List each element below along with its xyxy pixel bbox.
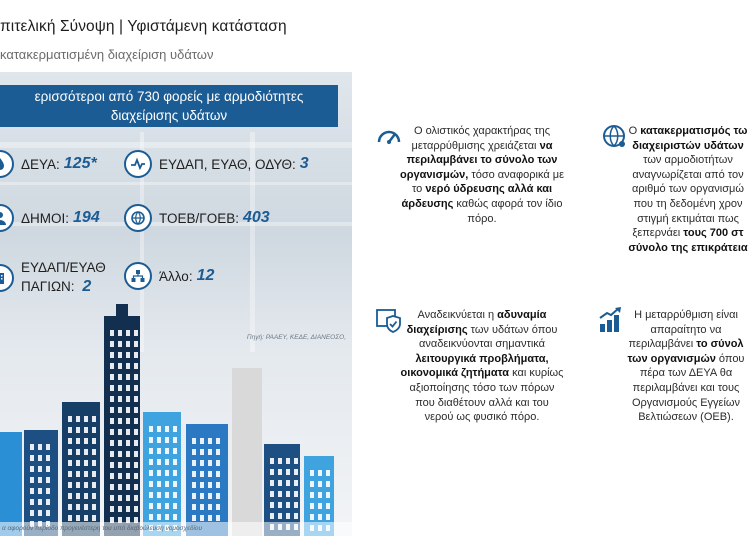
building-window	[126, 418, 130, 424]
globe-network-icon	[600, 122, 628, 150]
speedometer-icon	[375, 122, 403, 150]
inability-bold-1: αδυναμία διαχείρισης	[406, 309, 547, 336]
building-window	[192, 449, 196, 455]
building-window	[157, 459, 161, 465]
building-window	[165, 470, 169, 476]
building-window	[126, 407, 130, 413]
building-window	[208, 449, 212, 455]
stat-pagion	[0, 258, 106, 296]
building-window	[46, 510, 50, 516]
building-window	[270, 502, 274, 508]
building-window	[126, 484, 130, 490]
building-window	[326, 492, 330, 498]
building-window	[216, 482, 220, 488]
building-window	[192, 460, 196, 466]
building-window	[92, 482, 96, 488]
building-window	[149, 470, 153, 476]
building-window	[310, 503, 314, 509]
building-window	[318, 481, 322, 487]
building-window	[68, 515, 72, 521]
building-window	[286, 491, 290, 497]
building-window	[208, 493, 212, 499]
building-window	[92, 460, 96, 466]
building-window	[165, 437, 169, 443]
fragmentation-text-2: των αρμοδιοτήτων αναγνωρίζεται από τον αριθμό των οργανισμώ που τη δεδομένη χρον στιγμή εκτιμάται πως ξεπερνάει	[632, 154, 744, 240]
building-window	[208, 438, 212, 444]
building-window	[286, 469, 290, 475]
building-window	[92, 416, 96, 422]
building-window	[134, 385, 138, 391]
building-window	[318, 492, 322, 498]
building-window	[192, 515, 196, 521]
building-window	[46, 444, 50, 450]
page-subtitle: κατακερματισμένη διαχείριση υδάτων	[0, 47, 214, 62]
inability-bold-2: λειτουργικά προβλήματα, οικονομικά ζητήματα	[400, 352, 549, 380]
building-window	[200, 449, 204, 455]
building-window	[134, 418, 138, 424]
building-window	[310, 492, 314, 498]
building-window	[76, 515, 80, 521]
building-window	[30, 477, 34, 483]
building-window	[173, 470, 177, 476]
building-window	[165, 503, 169, 509]
building-window	[38, 477, 42, 483]
building-window	[157, 426, 161, 432]
building-window	[110, 495, 114, 501]
building-window	[38, 499, 42, 505]
building-window	[110, 374, 114, 380]
building-window	[126, 429, 130, 435]
building-icon	[0, 264, 14, 292]
building-window	[173, 503, 177, 509]
banner-line-2: διαχείρισης υδάτων	[110, 108, 228, 123]
building-window	[134, 429, 138, 435]
water-drop-icon	[0, 150, 14, 178]
building-window	[38, 488, 42, 494]
building-window	[200, 438, 204, 444]
building-window	[126, 495, 130, 501]
building-window	[84, 515, 88, 521]
building-window	[38, 510, 42, 516]
building-window	[110, 352, 114, 358]
globe-icon	[124, 204, 152, 232]
building-window	[216, 449, 220, 455]
building-window	[110, 440, 114, 446]
building-window	[157, 481, 161, 487]
building-window	[165, 459, 169, 465]
building-window	[318, 503, 322, 509]
building-window	[216, 460, 220, 466]
stat-dimoi	[0, 204, 100, 232]
building-window	[326, 514, 330, 520]
building-window	[92, 493, 96, 499]
building-window	[126, 440, 130, 446]
building-window	[92, 504, 96, 510]
building-window	[134, 363, 138, 369]
building-window	[92, 471, 96, 477]
building-window	[110, 330, 114, 336]
building-window	[326, 481, 330, 487]
building-window	[192, 493, 196, 499]
building-window	[110, 484, 114, 490]
stat-toeb	[124, 204, 270, 232]
stat-toeb-label: ΤΟΕΒ/ΓΟΕΒ:	[159, 210, 239, 226]
building-window	[126, 473, 130, 479]
building-window	[208, 460, 212, 466]
building-window	[149, 459, 153, 465]
building-window	[46, 455, 50, 461]
building-window	[92, 427, 96, 433]
stat-allo-label: Άλλο:	[159, 268, 193, 284]
building-window	[30, 488, 34, 494]
building-window	[118, 506, 122, 512]
reform-text-1: Η μεταρρύθμιση είναι απαραίτητο να περιλαμβάνει	[628, 309, 738, 351]
building-window	[270, 469, 274, 475]
stat-dimoi-value: 194	[73, 209, 100, 226]
building-window	[216, 515, 220, 521]
network-icon	[124, 262, 152, 290]
building-window	[118, 341, 122, 347]
building-window	[118, 495, 122, 501]
building-window	[134, 396, 138, 402]
stat-deya	[0, 150, 97, 178]
building-window	[110, 473, 114, 479]
building-window	[118, 451, 122, 457]
building-window	[76, 504, 80, 510]
building-window	[200, 493, 204, 499]
building-window	[68, 416, 72, 422]
building-window	[126, 462, 130, 468]
building-window	[200, 471, 204, 477]
building-window	[149, 426, 153, 432]
building-window	[326, 470, 330, 476]
building-window	[84, 493, 88, 499]
building-window	[192, 482, 196, 488]
building-window	[157, 470, 161, 476]
building-window	[76, 449, 80, 455]
building-window	[68, 504, 72, 510]
fragmentation-bold-1: κατακερματισμός τω διαχειριστών υδάτων	[632, 125, 748, 152]
building-window	[30, 499, 34, 505]
building-window	[126, 374, 130, 380]
building-window	[84, 438, 88, 444]
building-window	[76, 493, 80, 499]
building-window	[134, 407, 138, 413]
building-window	[68, 438, 72, 444]
building-window	[208, 471, 212, 477]
stat-allo	[124, 262, 214, 290]
fragmentation-bold-2: τους 700 στ σύνολο της επικράτεια	[628, 227, 748, 254]
building-window	[278, 458, 282, 464]
building-window	[126, 341, 130, 347]
building-window	[216, 504, 220, 510]
building-window	[200, 482, 204, 488]
building-window	[76, 427, 80, 433]
building-window	[278, 469, 282, 475]
building-window	[30, 455, 34, 461]
building-window	[118, 462, 122, 468]
building-window	[192, 471, 196, 477]
building-window	[310, 481, 314, 487]
building-window	[118, 429, 122, 435]
building-window	[38, 455, 42, 461]
building-window	[126, 330, 130, 336]
building-window	[76, 460, 80, 466]
footnote: α αφορούν περίοδο προγενέστερη του υπό διαβούλευση νομοσχεδίου	[2, 525, 203, 532]
building-window	[294, 480, 298, 486]
building-window	[110, 506, 114, 512]
building-window	[208, 515, 212, 521]
building-window	[76, 438, 80, 444]
building-window	[270, 458, 274, 464]
holistic-bold-1: να περιλαμβάνει το σύνολο των οργανισμών,	[400, 139, 558, 181]
building-window	[110, 451, 114, 457]
building-window	[76, 471, 80, 477]
building-window	[192, 438, 196, 444]
building-window	[270, 491, 274, 497]
building-window	[126, 506, 130, 512]
building-window	[68, 460, 72, 466]
building-window	[84, 416, 88, 422]
building-window	[270, 513, 274, 519]
stat-pagion-label-2: ΠΑΓΙΩΝ:	[21, 279, 75, 294]
building-window	[118, 385, 122, 391]
building-window	[118, 418, 122, 424]
building-window	[84, 427, 88, 433]
building-window	[149, 437, 153, 443]
holistic-text-2: τόσο αναφορικά με το	[411, 168, 564, 196]
building-window	[118, 440, 122, 446]
building-window	[270, 480, 274, 486]
building-window	[30, 444, 34, 450]
building-window	[200, 460, 204, 466]
building-window	[200, 515, 204, 521]
building-window	[46, 499, 50, 505]
building-window	[118, 473, 122, 479]
building-window	[286, 502, 290, 508]
building-window	[310, 514, 314, 520]
building-window	[118, 363, 122, 369]
building-window	[92, 449, 96, 455]
building-window	[286, 480, 290, 486]
building-window	[134, 495, 138, 501]
inability-text-2: των υδάτων όπου αναδεικνύονται σημαντικά	[419, 323, 558, 351]
building-window	[84, 460, 88, 466]
building-window	[173, 481, 177, 487]
growth-chart-icon	[597, 306, 625, 334]
building-window	[126, 385, 130, 391]
building-window	[38, 466, 42, 472]
infographic-panel	[0, 72, 352, 536]
building-window	[118, 352, 122, 358]
building-window	[110, 385, 114, 391]
building-window	[134, 451, 138, 457]
building-window	[173, 459, 177, 465]
building-window	[318, 514, 322, 520]
building-window	[165, 448, 169, 454]
building-window	[68, 449, 72, 455]
building-window	[278, 513, 282, 519]
building-window	[134, 330, 138, 336]
building-window	[173, 437, 177, 443]
building-window	[118, 484, 122, 490]
building-window	[165, 492, 169, 498]
building-window	[149, 503, 153, 509]
building-window	[68, 493, 72, 499]
building-window	[110, 429, 114, 435]
stat-pagion-label-1: ΕΥΔΑΠ/ΕΥΑΘ	[21, 260, 106, 275]
building-window	[318, 470, 322, 476]
stat-eydap-group-label: ΕΥΔΑΠ, ΕΥΑΘ, ΟΔΥΘ:	[159, 156, 296, 172]
building-window	[294, 458, 298, 464]
building-window	[134, 374, 138, 380]
stat-dimoi-label: ΔΗΜΟΙ:	[21, 210, 70, 226]
building-window	[208, 504, 212, 510]
building-window	[92, 438, 96, 444]
building-window	[92, 515, 96, 521]
holistic-text-1: Ο ολιστικός χαρακτήρας της μεταρρύθμισης χρειάζεται	[411, 125, 551, 152]
building-window	[216, 438, 220, 444]
infographic-banner	[0, 85, 338, 127]
building-window	[46, 488, 50, 494]
building-window	[157, 503, 161, 509]
building-window	[149, 514, 153, 520]
building-window	[216, 471, 220, 477]
building-window	[157, 437, 161, 443]
building-window	[68, 427, 72, 433]
building-window	[165, 514, 169, 520]
building-window	[118, 396, 122, 402]
building-window	[38, 444, 42, 450]
building-window	[110, 407, 114, 413]
stat-pagion-value: 2	[82, 278, 92, 295]
building-window	[84, 482, 88, 488]
building-window	[294, 513, 298, 519]
building-window	[134, 506, 138, 512]
stat-eydap-group-value: 3	[299, 155, 309, 172]
building-window	[84, 471, 88, 477]
building-window	[278, 502, 282, 508]
people-icon	[0, 204, 14, 232]
stat-deya-value: 125*	[63, 155, 97, 172]
building-window	[294, 469, 298, 475]
building-window	[110, 341, 114, 347]
building-window	[173, 448, 177, 454]
reform-bold-1: το σύνολ των οργανισμών	[627, 338, 744, 365]
building-window	[173, 514, 177, 520]
building-window	[30, 510, 34, 516]
building-window	[118, 330, 122, 336]
building-window	[173, 492, 177, 498]
building-window	[68, 471, 72, 477]
building-window	[149, 492, 153, 498]
building-window	[126, 352, 130, 358]
building-window	[118, 407, 122, 413]
banner-line-1: ερισσότεροι από 730 φορείς με αρμοδιότητες	[34, 89, 304, 104]
building-window	[46, 477, 50, 483]
inability-text-1: Αναδεικνύεται η	[417, 309, 495, 321]
building-window	[46, 466, 50, 472]
reform-text-2: όπου πέρα των ΔΕΥΑ θα περιλαμβάνει και τους Οργανισμούς Εγγείων Βελτιώσεων (ΟΕΒ).	[631, 352, 745, 424]
building-window	[216, 493, 220, 499]
building-window	[192, 504, 196, 510]
building-window	[118, 374, 122, 380]
building-window	[134, 473, 138, 479]
building-window	[149, 481, 153, 487]
building-window	[84, 504, 88, 510]
building-window	[126, 363, 130, 369]
holistic-bold-2: νερό ύδρευσης αλλά και άρδευσης	[401, 183, 553, 210]
building-window	[126, 451, 130, 457]
building-window	[110, 396, 114, 402]
building-window	[134, 440, 138, 446]
fragmentation-text-1: Ο	[628, 125, 638, 137]
stat-eydap-group	[124, 150, 309, 178]
building-window	[110, 363, 114, 369]
building-window	[310, 470, 314, 476]
building-window	[157, 492, 161, 498]
building-window	[278, 480, 282, 486]
building-window	[68, 482, 72, 488]
building-window	[134, 352, 138, 358]
building-window	[134, 484, 138, 490]
building-window	[134, 341, 138, 347]
building-window	[76, 482, 80, 488]
building-window	[30, 466, 34, 472]
building-window	[165, 481, 169, 487]
building-window	[149, 448, 153, 454]
building-window	[84, 449, 88, 455]
building-window	[200, 504, 204, 510]
source-note: Πηγή: ΡΑΑΕΥ, ΚΕΔΕ, ΔΙΑΝΕΟΣΟ,	[246, 334, 346, 341]
building-window	[157, 448, 161, 454]
page-title: πιτελική Σύνοψη | Υφιστάμενη κατάσταση	[0, 18, 287, 35]
building-window	[76, 416, 80, 422]
building-window	[157, 514, 161, 520]
stat-toeb-value: 403	[242, 209, 270, 226]
inability-text-3: και κυρίως αξιοποίησης τόσο των πόρων που διαθέτουν αλλά και του νερού ως φυσικό πόρο.	[409, 367, 564, 424]
building-window	[134, 462, 138, 468]
building-window	[294, 502, 298, 508]
building-window	[286, 458, 290, 464]
building-window	[173, 426, 177, 432]
building-window	[165, 426, 169, 432]
pulse-icon	[124, 150, 152, 178]
building-window	[286, 513, 290, 519]
shield-check-icon	[375, 306, 403, 334]
building-window	[110, 462, 114, 468]
building-window	[326, 503, 330, 509]
building-window	[294, 491, 298, 497]
building-window	[208, 482, 212, 488]
stat-allo-value: 12	[196, 267, 215, 284]
holistic-text-3: καθώς αφορά τον ίδιο πόρο.	[456, 197, 563, 225]
building-window	[126, 396, 130, 402]
stat-deya-label: ΔΕΥΑ:	[21, 156, 60, 172]
building-window	[278, 491, 282, 497]
building-window	[110, 418, 114, 424]
